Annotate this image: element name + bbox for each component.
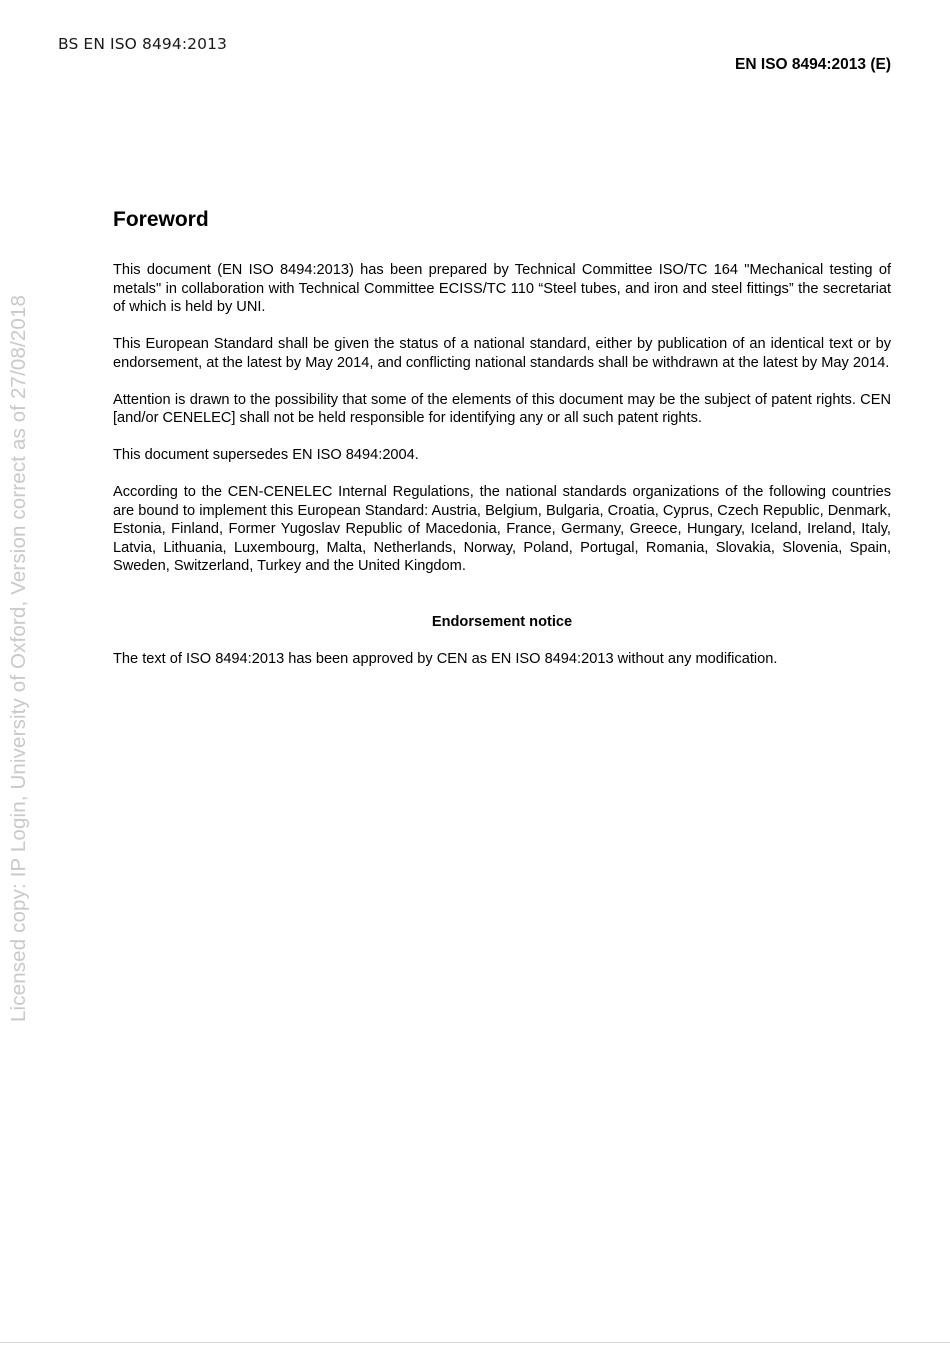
document-body — [113, 206, 891, 687]
foreword-paragraph-supersedes: This document supersedes EN ISO 8494:2004. — [113, 447, 419, 463]
endorsement-notice-text: The text of ISO 8494:2013 has been approved by CEN as EN ISO 8494:2013 without any modification. — [113, 651, 778, 667]
foreword-title: Foreword — [113, 208, 209, 231]
endorsement-notice-title: Endorsement notice — [431, 613, 573, 630]
foreword-paragraph-status: This European Standard shall be given the status of a national standard, either by publication of an identical text or by endorsement, at the latest by May 2014, and conflicting national standards shall be withdrawn at the latest by May 2014. — [113, 336, 891, 371]
license-watermark: Licensed copy: IP Login, University of Oxford, Version correct as of 27/08/2018 — [7, 294, 30, 1022]
en-standard-header: EN ISO 8494:2013 (E) — [735, 56, 891, 73]
page-bottom-divider — [0, 1342, 950, 1343]
foreword-paragraph-patent: Attention is drawn to the possibility that some of the elements of this document may be the subject of patent rights. CEN [and/or CENELEC] shall not be held responsible for identifying any or all such patent rights. — [113, 391, 891, 426]
bs-standard-header: BS EN ISO 8494:2013 — [58, 35, 227, 53]
foreword-paragraph-preparation: This document (EN ISO 8494:2013) has been prepared by Technical Committee ISO/TC 164 "Mechanical testing of metals" in collaboration with Technical Committee ECISS/TC 110 “Steel tubes, and iron and steel fittings” the secretariat of which is held by UNI. — [113, 262, 891, 315]
foreword-paragraph-countries: According to the CEN-CENELEC Internal Regulations, the national standards organizations of the following countries are bound to implement this European Standard: Austria, Belgium, Bulgaria, Croatia, Cyprus, Czech Republic, Denmark, Estonia, Finland, Former Yugoslav Republic of Macedonia, France, Germany, Greece, Hungary, Iceland, Ireland, Italy, Latvia, Lithuania, Luxembourg, Malta, Netherlands, Norway, Poland, Portugal, Romania, Slovakia, Slovenia, Spain, Sweden, Switzerland, Turkey and the United Kingdom. — [113, 484, 891, 574]
